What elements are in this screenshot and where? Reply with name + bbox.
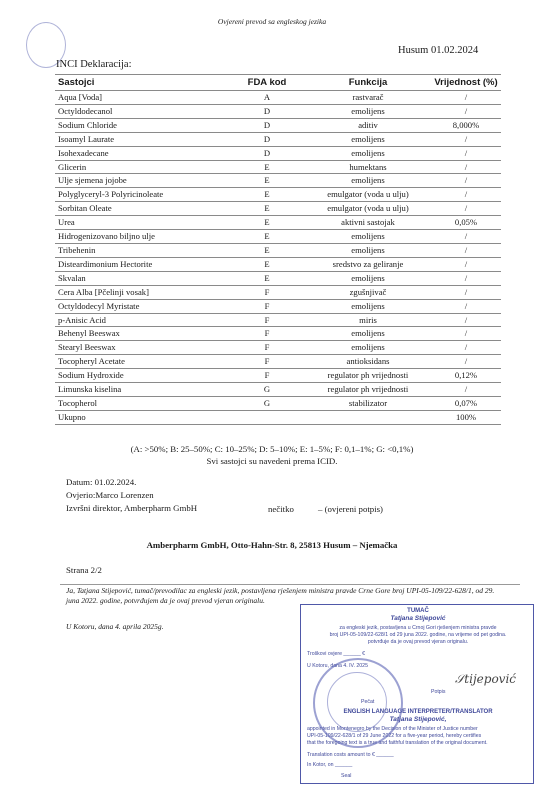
cell-value: /: [431, 174, 501, 188]
cell-function: emolijens: [305, 341, 431, 355]
cell-fda-code: F: [229, 355, 305, 369]
stamp-en-line-3: that the foregoing text is a true and faithful translation of the original document.: [307, 740, 488, 746]
cell-function: emolijens: [305, 132, 431, 146]
inci-title: INCI Deklaracija:: [56, 59, 132, 70]
stamp-english-title: ENGLISH LANGUAGE INTERPRETER/TRANSLATOR: [343, 709, 493, 715]
cell-value: /: [431, 132, 501, 146]
col-ingredient: Sastojci: [55, 75, 229, 91]
cell-function: antioksidans: [305, 355, 431, 369]
stamp-cost-en: Translation costs amount to € ______: [307, 752, 394, 758]
cell-ingredient: Ulje sjemena jojobe: [55, 174, 229, 188]
table-row: [55, 91, 501, 105]
cell-value: /: [431, 91, 501, 105]
round-seal-inner-icon: [327, 672, 387, 732]
col-fda-code: FDA kod: [229, 75, 305, 91]
stamp-kotor-date: U Kotoru, dana 4. IV. 2025: [307, 663, 368, 669]
cell-function: emolijens: [305, 146, 431, 160]
signoff-role: Izvršni direktor, Amberpharm GmbH: [66, 503, 198, 513]
cell-function: sredstvo za geliranje: [305, 257, 431, 271]
cell-fda-code: E: [229, 174, 305, 188]
cell-ingredient: Hidrogenizovano biljno ulje: [55, 230, 229, 244]
cell-fda-code: G: [229, 396, 305, 410]
cell-function: [305, 410, 431, 424]
stamp-sign-label: Potpis: [431, 689, 446, 695]
table-row: [55, 369, 501, 383]
table-row: [55, 202, 501, 216]
cell-value: 100%: [431, 410, 501, 424]
table-row: [55, 257, 501, 271]
certification-place-date: U Kotoru, dana 4. aprila 2025g.: [66, 622, 164, 631]
cell-function: miris: [305, 313, 431, 327]
table-row: [55, 355, 501, 369]
cell-function: humektans: [305, 160, 431, 174]
cell-function: emulgator (voda u ulju): [305, 202, 431, 216]
cell-value: 0,12%: [431, 369, 501, 383]
cell-value: /: [431, 146, 501, 160]
cell-value: /: [431, 160, 501, 174]
cell-function: rastvarač: [305, 91, 431, 105]
table-row: [55, 271, 501, 285]
table-row: [55, 132, 501, 146]
cell-ingredient: Urea: [55, 216, 229, 230]
stamp-line-3: potvrđuje da je ovaj prevod vjeran originalu.: [367, 639, 469, 645]
page-number: Strana 2/2: [66, 565, 102, 575]
table-row: [55, 383, 501, 397]
stamp-line-1: za engleski jezik, postavljena u Crnoj Gori rješenjem ministra pravde: [339, 625, 497, 631]
signature-note: – (ovjereni potpis): [318, 504, 383, 514]
cell-ingredient: Isoamyl Laurate: [55, 132, 229, 146]
signoff-date: Datum: 01.02.2024.: [66, 477, 137, 487]
cell-fda-code: A: [229, 91, 305, 105]
cell-value: /: [431, 285, 501, 299]
cell-ingredient: Stearyl Beeswax: [55, 341, 229, 355]
table-row: [55, 341, 501, 355]
place-date: Husum 01.02.2024: [398, 45, 479, 56]
signoff-certifier: Ovjerio:Marco Lorenzen: [66, 490, 154, 500]
cell-value: /: [431, 341, 501, 355]
cell-fda-code: E: [229, 202, 305, 216]
stamp-seal-label: Pečat: [361, 699, 375, 705]
handwritten-signature: 𝒮tijepović: [455, 672, 517, 686]
cell-function: aktivni sastojak: [305, 216, 431, 230]
table-row: [55, 299, 501, 313]
company-address: Amberpharm GmbH, Otto-Hahn-Str. 8, 25813 Husum – Njemačka: [146, 540, 398, 550]
cell-value: /: [431, 104, 501, 118]
cell-function: emolijens: [305, 174, 431, 188]
cell-fda-code: E: [229, 188, 305, 202]
table-row: [55, 160, 501, 174]
cell-value: /: [431, 257, 501, 271]
cell-function: aditiv: [305, 118, 431, 132]
col-value: Vrijednost (%): [431, 75, 501, 91]
cell-fda-code: E: [229, 243, 305, 257]
cell-function: emolijens: [305, 243, 431, 257]
stamp-seal-en: Seal: [341, 773, 352, 779]
cell-value: /: [431, 271, 501, 285]
cell-fda-code: E: [229, 230, 305, 244]
cell-fda-code: F: [229, 327, 305, 341]
cell-value: 0,07%: [431, 396, 501, 410]
cell-ingredient: Limunska kiselina: [55, 383, 229, 397]
table-row: [55, 327, 501, 341]
cell-value: /: [431, 202, 501, 216]
cell-function: emolijens: [305, 230, 431, 244]
table-row: [55, 396, 501, 410]
table-row: [55, 146, 501, 160]
cell-ingredient: p-Anisic Acid: [55, 313, 229, 327]
stamp-costs: Troškovi ovjere ______ €: [307, 651, 366, 657]
cell-value: /: [431, 299, 501, 313]
stamp-title: TUMAČ: [407, 608, 429, 614]
cell-ingredient: Skvalan: [55, 271, 229, 285]
cell-value: /: [431, 243, 501, 257]
stamp-name-en: Tatjana Stijepović,: [389, 716, 447, 723]
cell-ingredient: Disteardimonium Hectorite: [55, 257, 229, 271]
table-row: [55, 118, 501, 132]
cell-function: emolijens: [305, 104, 431, 118]
cell-ingredient: Sorbitan Oleate: [55, 202, 229, 216]
cell-function: stabilizator: [305, 396, 431, 410]
cell-ingredient: Aqua [Voda]: [55, 91, 229, 105]
table-row: [55, 104, 501, 118]
cell-ingredient: Tribehenin: [55, 243, 229, 257]
table-row: [55, 174, 501, 188]
translator-certification: Ja, Tatjana Stijepović, tumač/prevodilac za engleski jezik, postavljena rješenjem ministra pravde Crne Gore broj UPI-05-109/22-628/1, od 29. juna 2022. godine, potvrđujem da je ovaj prevod vjeran originalu.: [66, 586, 495, 605]
table-row: [55, 410, 501, 424]
cell-fda-code: E: [229, 271, 305, 285]
stamp-line-2: broj UPI-05-109/22-628/1 od 29 juna 2022. godine, na vrijeme od pet godina.: [329, 632, 507, 638]
cell-function: regulator ph vrijednosti: [305, 369, 431, 383]
cell-fda-code: E: [229, 257, 305, 271]
table-row: [55, 188, 501, 202]
cell-value: /: [431, 327, 501, 341]
cell-ingredient: Octyldodecyl Myristate: [55, 299, 229, 313]
cell-ingredient: Polyglyceryl-3 Polyricinoleate: [55, 188, 229, 202]
stamp-in-kotor: In Kotor, on ______: [307, 762, 353, 768]
cell-function: regulator ph vrijednosti: [305, 383, 431, 397]
cell-fda-code: E: [229, 216, 305, 230]
cell-ingredient: Cera Alba [Pčelinji vosak]: [55, 285, 229, 299]
cell-ingredient: Sodium Hydroxide: [55, 369, 229, 383]
ingredients-table: [55, 74, 501, 425]
col-function: Funkcija: [305, 75, 431, 91]
cell-ingredient: Tocopheryl Acetate: [55, 355, 229, 369]
table-row: [55, 243, 501, 257]
cell-ingredient: Glicerin: [55, 160, 229, 174]
cell-value: 0,05%: [431, 216, 501, 230]
cell-value: /: [431, 313, 501, 327]
icid-note: Svi sastojci su navedeni prema ICID.: [206, 456, 338, 466]
cell-fda-code: G: [229, 383, 305, 397]
cell-value: /: [431, 355, 501, 369]
cell-function: emolijens: [305, 299, 431, 313]
cell-function: emolijens: [305, 327, 431, 341]
cell-value: /: [431, 188, 501, 202]
table-row: [55, 230, 501, 244]
cell-fda-code: F: [229, 369, 305, 383]
stamp-name: Tatjana Stijepović: [390, 615, 446, 622]
cell-function: emulgator (voda u ulju): [305, 188, 431, 202]
cell-function: emolijens: [305, 271, 431, 285]
table-header-row: [55, 75, 501, 91]
table-row: [55, 285, 501, 299]
stamp-en-line-2: UPI-05-109/22-628/1 of 29 June 2022 for a five-year period, hereby certifies: [307, 733, 482, 739]
cell-ingredient: Ukupno: [55, 410, 229, 424]
cell-ingredient: Tocopherol: [55, 396, 229, 410]
signoff-block: [66, 476, 197, 515]
cell-value: /: [431, 230, 501, 244]
cell-fda-code: D: [229, 132, 305, 146]
cell-fda-code: F: [229, 285, 305, 299]
cell-ingredient: Octyldodecanol: [55, 104, 229, 118]
cell-fda-code: [229, 410, 305, 424]
cell-value: /: [431, 383, 501, 397]
stamp-en-line-1: appointed in Montenegro by the Decision of the Minister of Justice number: [307, 726, 478, 732]
cell-fda-code: D: [229, 104, 305, 118]
divider: [60, 584, 520, 585]
cell-function: zgušnjivač: [305, 285, 431, 299]
cell-fda-code: D: [229, 146, 305, 160]
fda-legend: (A: >50%; B: 25–50%; C: 10–25%; D: 5–10%; E: 1–5%; F: 0,1–1%; G: <0,1%): [130, 444, 414, 454]
cell-fda-code: F: [229, 341, 305, 355]
table-row: [55, 216, 501, 230]
cell-fda-code: E: [229, 160, 305, 174]
cell-fda-code: D: [229, 118, 305, 132]
cell-value: 8,000%: [431, 118, 501, 132]
cell-fda-code: F: [229, 299, 305, 313]
cell-ingredient: Isohexadecane: [55, 146, 229, 160]
cell-fda-code: F: [229, 313, 305, 327]
cell-ingredient: Sodium Chloride: [55, 118, 229, 132]
cell-ingredient: Behenyl Beeswax: [55, 327, 229, 341]
illegible-note: nečitko: [268, 504, 294, 514]
table-row: [55, 313, 501, 327]
page-header: Ovjereni prevod sa engleskog jezika: [217, 17, 327, 26]
